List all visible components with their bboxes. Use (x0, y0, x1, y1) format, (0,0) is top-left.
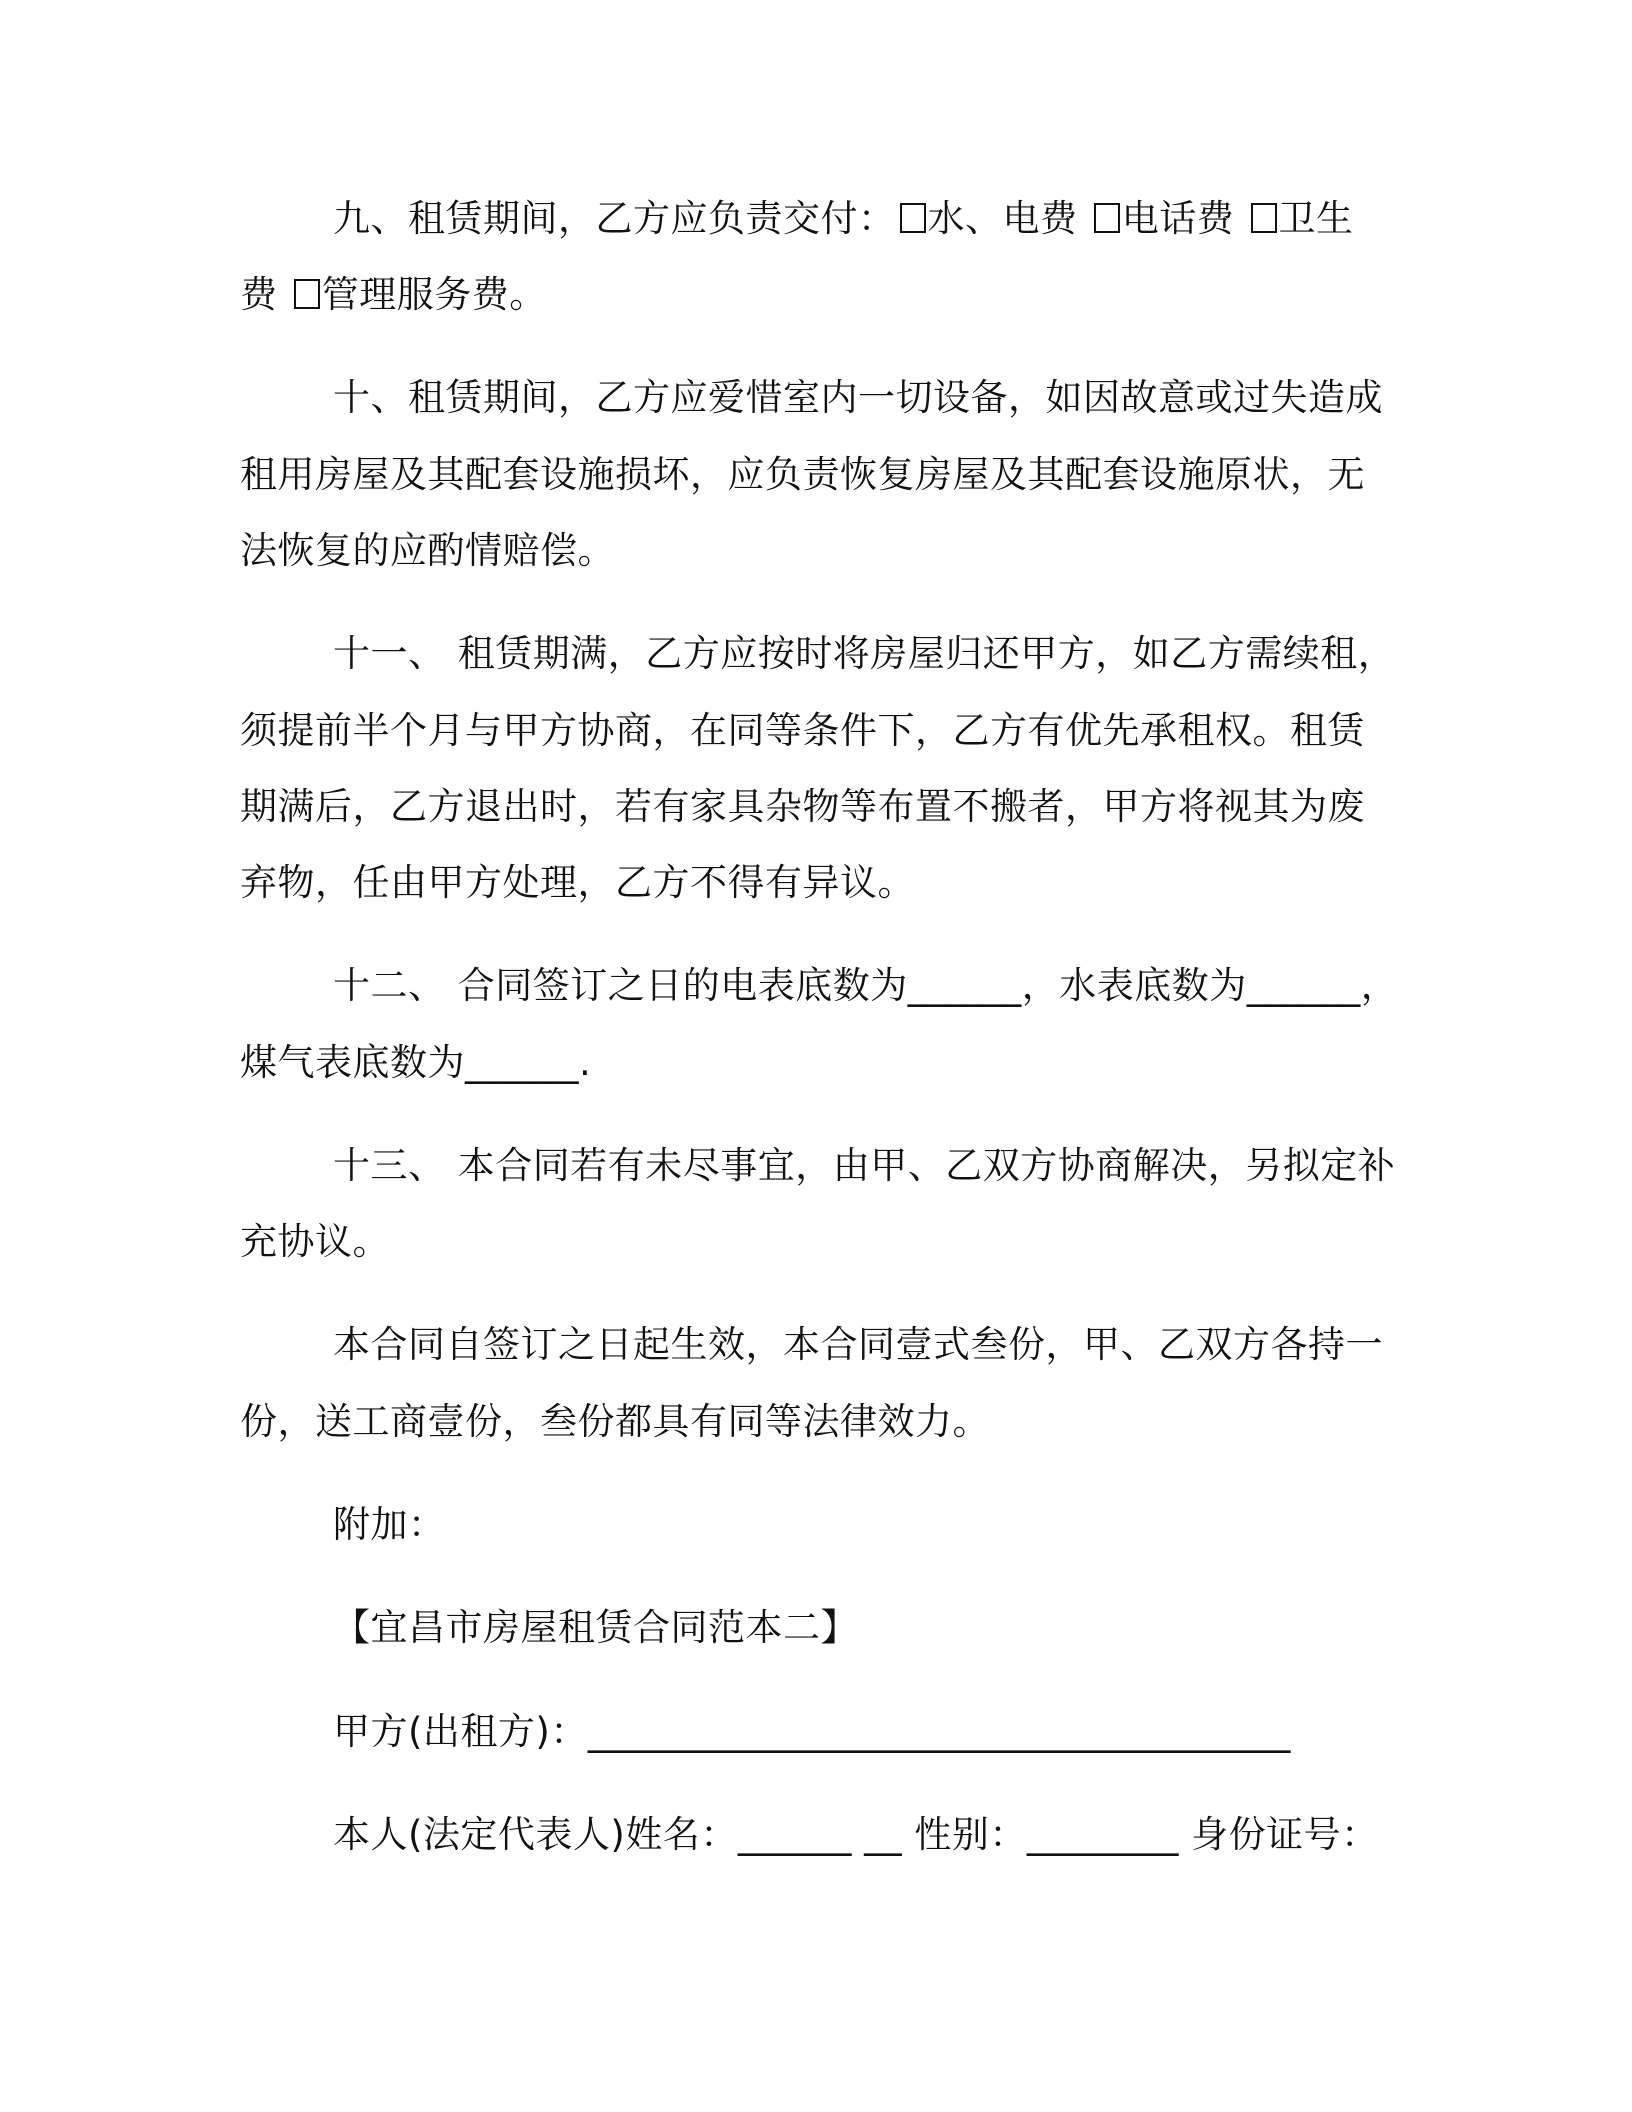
clause-9-text: 九、租赁期间，乙方应负责交付： (333, 197, 896, 240)
clause-13-line-1: 十三、 本合同若有未尽事宜，由甲、乙双方协商解决，另拟定补 (333, 1144, 1396, 1187)
clause-11-line-3: 期满后，乙方退出时，若有家具杂物等布置不搬者，甲方将视其为废 (240, 785, 1365, 828)
checkbox-water-electric[interactable] (900, 203, 926, 233)
clause-10-line-3: 法恢复的应酌情赔偿。 (240, 529, 615, 572)
appendix-label: 附加： (333, 1503, 446, 1546)
clause-12-line-2: 煤气表底数为______. (240, 1041, 592, 1084)
option-management: 管理服务费。 (321, 273, 547, 316)
clause-9-line-2 (240, 269, 547, 321)
clause-12-line-1: 十二、 合同签订之日的电表底数为______，水表底数为______， (333, 964, 1399, 1007)
appendix-title: 【宜昌市房屋租赁合同范本二】 (333, 1606, 858, 1649)
checkbox-hygiene[interactable] (1251, 203, 1277, 233)
option-water-electric: 水、电费 (927, 197, 1078, 240)
option-hygiene-part-b: 费 (240, 273, 278, 316)
checkbox-phone[interactable] (1094, 203, 1120, 233)
clause-9-line-1 (333, 193, 1354, 245)
effective-line-2: 份，送工商壹份，叁份都具有同等法律效力。 (240, 1400, 990, 1443)
clause-13-line-2: 充协议。 (240, 1220, 390, 1263)
effective-line-1: 本合同自签订之日起生效，本合同壹式叁份，甲、乙双方各持一 (333, 1323, 1383, 1366)
option-phone: 电话费 (1121, 197, 1235, 240)
clause-10-line-1: 十、租赁期间，乙方应爱惜室内一切设备，如因故意或过失造成 (333, 376, 1383, 419)
clause-11-line-4: 弃物，任由甲方处理，乙方不得有异议。 (240, 861, 915, 904)
clause-11-line-2: 须提前半个月与甲方协商，在同等条件下，乙方有优先承租权。租赁 (240, 709, 1365, 752)
clause-10-line-2: 租用房屋及其配套设施损坏，应负责恢复房屋及其配套设施原状，无 (240, 453, 1365, 496)
clause-11-line-1: 十一、 租赁期满，乙方应按时将房屋归还甲方，如乙方需续租， (333, 632, 1396, 675)
party-a-line: 甲方(出租方)：_____________________________________ (333, 1710, 1291, 1753)
option-hygiene-part-a: 卫生 (1278, 197, 1354, 240)
checkbox-management[interactable] (294, 279, 320, 309)
representative-line: 本人(法定代表人)姓名：______ __ 性别：________ 身份证号： (333, 1813, 1379, 1856)
